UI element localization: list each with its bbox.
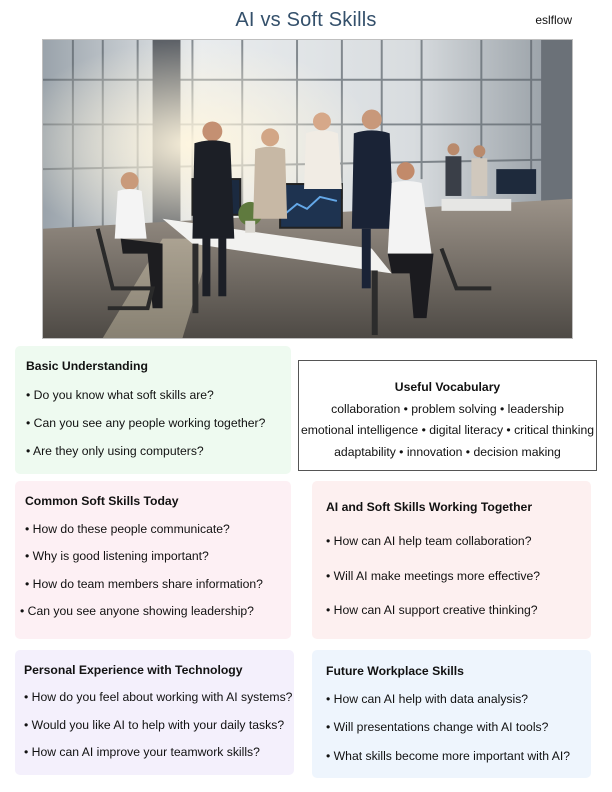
question-item: • How do you feel about working with AI systems? [24,690,292,704]
question-item: • Will presentations change with AI tools? [326,720,548,734]
question-item: • Can you see anyone showing leadership? [20,604,254,618]
question-item: • How can AI help team collaboration? [326,534,531,548]
card-title: Basic Understanding [26,359,148,373]
question-item: • How do these people communicate? [25,522,230,536]
card-title: Future Workplace Skills [326,664,464,678]
page-title: AI vs Soft Skills [235,9,377,31]
card-title: Personal Experience with Technology [24,663,243,677]
common-soft-skills-card [15,481,291,639]
useful-vocabulary-box [298,360,597,471]
future-workplace-skills-card [312,650,591,778]
question-item: • How can AI help with data analysis? [326,692,528,706]
card-title: AI and Soft Skills Working Together [326,500,533,514]
question-item: • Can you see any people working together? [26,416,265,430]
ai-soft-skills-together-card [312,481,591,639]
brand-label: eslflow [535,13,572,27]
vocab-line: emotional intelligence • digital literacy • critical thinking [300,423,595,437]
office-teamwork-photo [42,39,573,339]
question-item: • How can AI improve your teamwork skills? [24,745,260,759]
basic-understanding-card [15,346,291,474]
question-item: • Would you like AI to help with your daily tasks? [24,718,284,732]
question-item: • Do you know what soft skills are? [26,388,214,402]
vocab-line: adaptability • innovation • decision making [334,445,561,459]
card-title: Common Soft Skills Today [25,494,179,508]
vocab-title: Useful Vocabulary [394,380,501,394]
question-item: • How do team members share information? [25,577,263,591]
question-item: • What skills become more important with AI? [326,749,570,763]
question-item: • Will AI make meetings more effective? [326,569,540,583]
personal-experience-card [15,650,294,775]
question-item: • Why is good listening important? [25,549,209,563]
question-item: • Are they only using computers? [26,444,204,458]
question-item: • How can AI support creative thinking? [326,603,538,617]
vocab-line: collaboration • problem solving • leadership [331,402,564,416]
